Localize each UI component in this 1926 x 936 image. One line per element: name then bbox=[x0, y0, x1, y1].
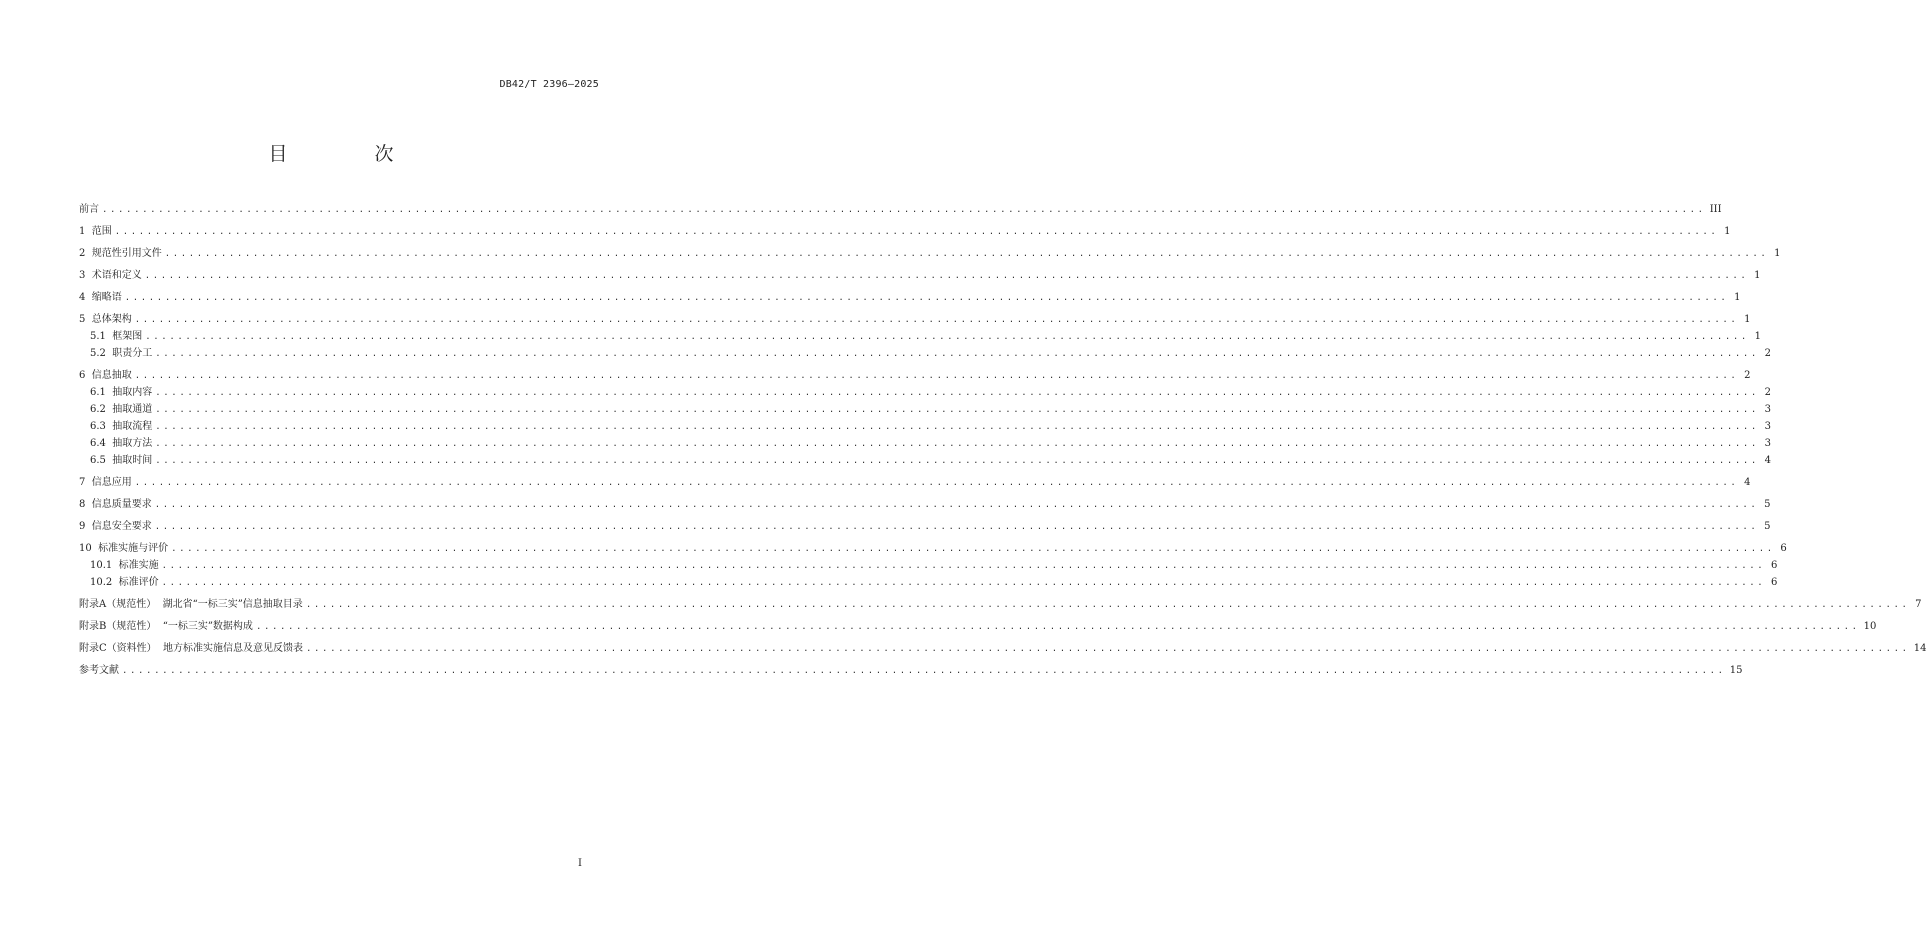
toc-entry-label: 6.3 抽取流程 bbox=[90, 421, 153, 432]
toc-entry-label: 附录C（资料性） 地方标准实施信息及意见反馈表 bbox=[79, 643, 304, 654]
toc-entry[interactable] bbox=[90, 326, 1761, 344]
toc-dot-leader: ........................................................................................................................................................................................................ bbox=[255, 622, 1860, 632]
toc-entry-label: 前言 bbox=[79, 204, 99, 215]
toc-entry-label: 10 标准实施与评价 bbox=[79, 543, 169, 554]
toc-entry-page: 2 bbox=[1764, 387, 1771, 398]
toc-entry-page: 1 bbox=[1754, 331, 1761, 342]
toc-dot-leader: ........................................................................................................................................................................................................ bbox=[154, 500, 1759, 510]
toc-entry-label: 5 总体架构 bbox=[79, 314, 132, 325]
toc-dot-leader: ........................................................................................................................................................................................................ bbox=[145, 332, 1749, 342]
toc-dot-leader: ........................................................................................................................................................................................................ bbox=[122, 666, 1726, 676]
toc-entry[interactable] bbox=[79, 494, 1771, 512]
toc-entry[interactable] bbox=[79, 616, 1877, 634]
toc-entry-label: 6.2 抽取通道 bbox=[90, 404, 153, 415]
toc-entry[interactable] bbox=[79, 638, 1926, 656]
toc-entry-page: III bbox=[1709, 204, 1722, 215]
toc-entry[interactable] bbox=[79, 309, 1751, 327]
toc-entry-page: 5 bbox=[1764, 499, 1771, 510]
toc-entry-page: 4 bbox=[1744, 477, 1751, 488]
toc-entry-label: 6.5 抽取时间 bbox=[90, 455, 153, 466]
toc-dot-leader: ........................................................................................................................................................................................................ bbox=[155, 456, 1759, 466]
toc-entry[interactable] bbox=[79, 538, 1787, 556]
toc-entry-page: 3 bbox=[1764, 421, 1771, 432]
toc-entry-label: 6 信息抽取 bbox=[79, 370, 132, 381]
toc-entry-page: 5 bbox=[1764, 521, 1771, 532]
toc-entry-label: 1 范围 bbox=[79, 226, 112, 237]
toc-entry-page: 6 bbox=[1770, 577, 1778, 588]
toc-entry-label: 6.1 抽取内容 bbox=[90, 387, 153, 398]
toc-entry-page: 3 bbox=[1764, 438, 1771, 449]
toc-entry-label: 4 缩略语 bbox=[79, 292, 122, 303]
toc-entry-label: 3 术语和定义 bbox=[79, 270, 142, 281]
toc-entry[interactable] bbox=[90, 399, 1771, 417]
toc-entry-page: 15 bbox=[1729, 665, 1743, 676]
toc-entry[interactable] bbox=[90, 555, 1778, 573]
page-title: 目 次 bbox=[268, 143, 428, 165]
toc-entry[interactable] bbox=[90, 450, 1771, 468]
toc-entry[interactable] bbox=[79, 660, 1743, 678]
toc-entry-label: 附录A（规范性） 湖北省“一标三实”信息抽取目录 bbox=[79, 599, 303, 610]
toc-entry-page: 2 bbox=[1764, 348, 1771, 359]
toc-dot-leader: ........................................................................................................................................................................................................ bbox=[155, 349, 1759, 359]
toc-dot-leader: ........................................................................................................................................................................................................ bbox=[155, 405, 1759, 415]
toc-entry-page: 7 bbox=[1915, 599, 1922, 610]
toc-entry-page: 14 bbox=[1913, 643, 1926, 654]
toc-entry[interactable] bbox=[90, 433, 1771, 451]
toc-entry-page: 1 bbox=[1734, 292, 1741, 303]
toc-entry-page: 1 bbox=[1754, 270, 1761, 281]
toc-dot-leader: ........................................................................................................................................................................................................ bbox=[306, 644, 1910, 654]
toc-dot-leader: ........................................................................................................................................................................................................ bbox=[114, 227, 1719, 237]
toc-entry[interactable] bbox=[79, 472, 1751, 490]
toc-dot-leader: ........................................................................................................................................................................................................ bbox=[171, 544, 1775, 554]
toc-entry-label: 7 信息应用 bbox=[79, 477, 132, 488]
toc-entry-label: 参考文献 bbox=[79, 665, 119, 676]
toc-entry-page: 10 bbox=[1863, 621, 1877, 632]
toc-dot-leader: ........................................................................................................................................................................................................ bbox=[164, 249, 1769, 259]
toc-dot-leader: ........................................................................................................................................................................................................ bbox=[155, 439, 1759, 449]
toc-entry-page: 4 bbox=[1764, 455, 1771, 466]
toc-dot-leader: ........................................................................................................................................................................................................ bbox=[134, 478, 1739, 488]
toc-dot-leader: ........................................................................................................................................................................................................ bbox=[305, 600, 1910, 610]
toc-dot-leader: ........................................................................................................................................................................................................ bbox=[144, 271, 1749, 281]
toc-dot-leader: ........................................................................................................................................................................................................ bbox=[134, 371, 1739, 381]
toc-entry[interactable] bbox=[79, 516, 1771, 534]
toc-entry[interactable] bbox=[90, 343, 1771, 361]
toc-entry-page: 3 bbox=[1764, 404, 1771, 415]
toc-entry[interactable] bbox=[79, 265, 1761, 283]
toc-dot-leader: ........................................................................................................................................................................................................ bbox=[155, 388, 1759, 398]
toc-entry[interactable] bbox=[79, 221, 1731, 239]
toc-dot-leader: ........................................................................................................................................................................................................ bbox=[161, 561, 1766, 571]
toc-entry[interactable] bbox=[79, 365, 1751, 383]
toc-entry[interactable] bbox=[90, 416, 1771, 434]
document-code: DB42/T 2396—2025 bbox=[499, 79, 599, 90]
toc-entry[interactable] bbox=[79, 594, 1922, 612]
toc-dot-leader: ........................................................................................................................................................................................................ bbox=[154, 522, 1759, 532]
toc-entry[interactable] bbox=[79, 243, 1781, 261]
toc-entry-label: 8 信息质量要求 bbox=[79, 499, 152, 510]
toc-dot-leader: ........................................................................................................................................................................................................ bbox=[124, 293, 1729, 303]
page-number: I bbox=[578, 858, 582, 869]
toc-entry-label: 5.2 职责分工 bbox=[90, 348, 153, 359]
toc-entry-label: 2 规范性引用文件 bbox=[79, 248, 162, 259]
toc-entry-page: 6 bbox=[1770, 560, 1778, 571]
toc-entry-label: 10.1 标准实施 bbox=[90, 560, 159, 571]
toc-entry-label: 6.4 抽取方法 bbox=[90, 438, 153, 449]
toc-entry-page: 1 bbox=[1724, 226, 1731, 237]
toc-entry-page: 2 bbox=[1744, 370, 1751, 381]
toc-entry[interactable] bbox=[79, 199, 1722, 217]
toc-entry[interactable] bbox=[90, 382, 1771, 400]
toc-entry-page: 6 bbox=[1780, 543, 1787, 554]
toc-dot-leader: ........................................................................................................................................................................................................ bbox=[155, 422, 1759, 432]
toc-entry[interactable] bbox=[90, 572, 1778, 590]
toc-entry-page: 1 bbox=[1744, 314, 1751, 325]
toc-dot-leader: ........................................................................................................................................................................................................ bbox=[102, 205, 1706, 215]
toc-entry-label: 附录B（规范性） “一标三实”数据构成 bbox=[79, 621, 253, 632]
toc-entry-label: 5.1 框架图 bbox=[90, 331, 143, 342]
toc-entry-label: 9 信息安全要求 bbox=[79, 521, 152, 532]
toc-entry[interactable] bbox=[79, 287, 1741, 305]
toc-dot-leader: ........................................................................................................................................................................................................ bbox=[161, 578, 1766, 588]
toc-entry-page: 1 bbox=[1774, 248, 1781, 259]
toc-dot-leader: ........................................................................................................................................................................................................ bbox=[134, 315, 1739, 325]
toc-entry-label: 10.2 标准评价 bbox=[90, 577, 159, 588]
